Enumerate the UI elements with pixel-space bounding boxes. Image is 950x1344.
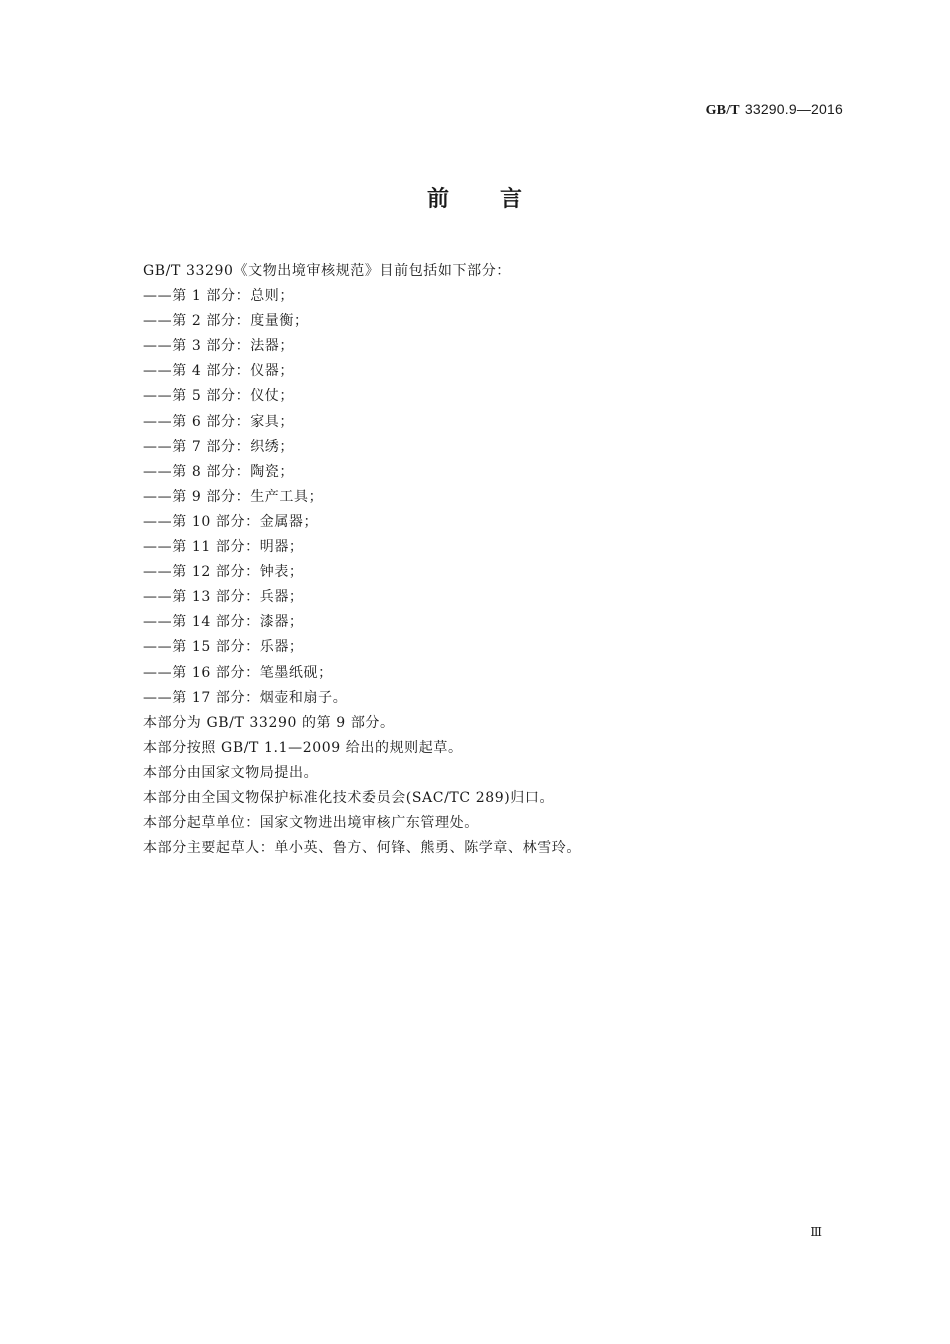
statement-technical-committee: 本部分由全国文物保护标准化技术委员会(SAC/TC 289)归口。 (143, 789, 555, 806)
heading-char-1: 前 (426, 187, 450, 212)
part-item: ——第 8 部分：陶瓷； (143, 463, 295, 480)
statement-part-number: 本部分为 GB/T 33290 的第 9 部分。 (143, 714, 395, 731)
standard-prefix: GB/T (705, 103, 740, 118)
part-item: ——第 11 部分：明器； (143, 539, 304, 556)
part-item: ——第 3 部分：法器； (143, 338, 295, 355)
statement-drafters: 本部分主要起草人：单小英、鲁方、何锋、熊勇、陈学章、林雪玲。 (143, 840, 581, 857)
part-item: ——第 16 部分：笔墨纸砚； (143, 664, 333, 681)
part-item: ——第 10 部分：金属器； (143, 513, 319, 530)
part-item: ——第 12 部分：钟表； (143, 564, 304, 581)
part-item: ——第 17 部分：烟壶和扇子。 (143, 689, 348, 706)
standard-number (706, 101, 843, 119)
statement-drafting-rules: 本部分按照 GB/T 1.1—2009 给出的规则起草。 (143, 739, 463, 756)
part-item: ——第 15 部分：乐器； (143, 639, 304, 656)
part-item: ——第 4 部分：仪器； (143, 363, 295, 380)
foreword-heading (0, 182, 950, 213)
part-item: ——第 14 部分：漆器； (143, 614, 304, 631)
heading-char-2: 言 (500, 187, 524, 212)
part-item: ——第 6 部分：家具； (143, 413, 295, 430)
part-item: ——第 9 部分：生产工具； (143, 488, 324, 505)
foreword-body (143, 259, 843, 861)
standard-code: 33290.9—2016 (744, 101, 843, 117)
statement-drafting-unit: 本部分起草单位：国家文物进出境审核广东管理处。 (143, 815, 479, 832)
intro-paragraph: GB/T 33290《文物出境审核规范》目前包括如下部分： (143, 263, 511, 279)
part-item: ——第 7 部分：织绣； (143, 438, 295, 455)
part-item: ——第 1 部分：总则； (143, 288, 295, 305)
part-item: ——第 13 部分：兵器； (143, 589, 304, 606)
statement-proposer: 本部分由国家文物局提出。 (143, 764, 319, 781)
part-item: ——第 2 部分：度量衡； (143, 313, 309, 330)
part-item: ——第 5 部分：仪仗； (143, 388, 295, 405)
page-number: Ⅲ (810, 1225, 822, 1239)
